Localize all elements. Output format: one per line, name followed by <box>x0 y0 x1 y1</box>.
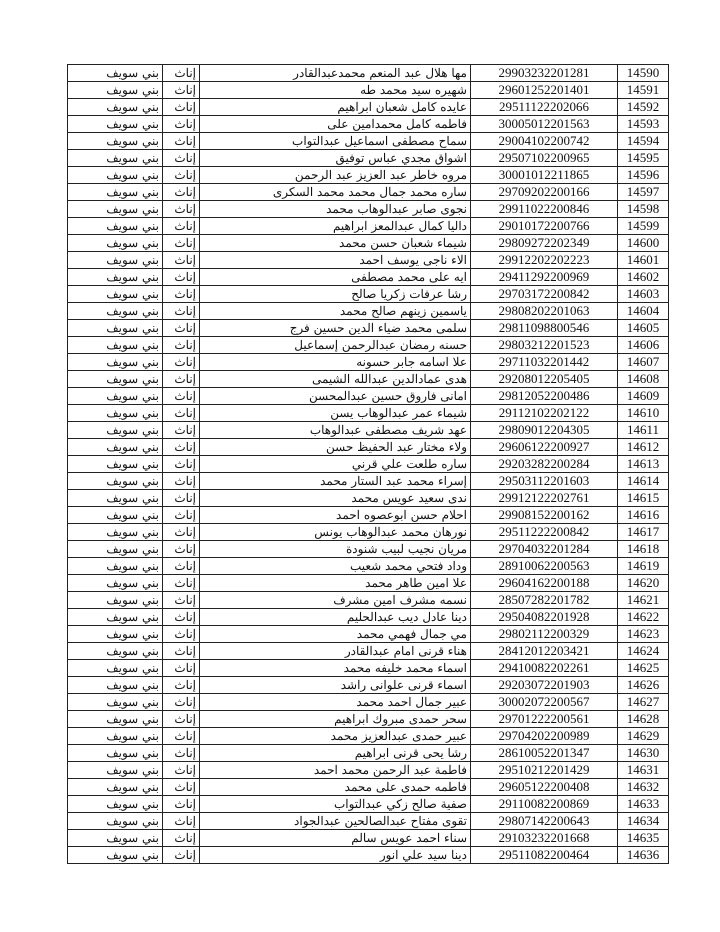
gender-cell: إناث <box>163 371 200 388</box>
national-id-cell: 29604162200188 <box>471 575 618 592</box>
serial-number-cell: 14595 <box>618 150 669 167</box>
governorate-cell: بني سويف <box>68 524 163 541</box>
governorate-cell: بني سويف <box>68 133 163 150</box>
gender-cell: إناث <box>163 201 200 218</box>
name-cell: امانى فاروق حسين عبدالمحسن <box>200 388 471 405</box>
governorate-cell: بني سويف <box>68 354 163 371</box>
governorate-cell: بني سويف <box>68 643 163 660</box>
governorate-cell: بني سويف <box>68 303 163 320</box>
name-cell: رشا يحى قرنى ابراهيم <box>200 745 471 762</box>
name-cell: اسماء محمد خليفه محمد <box>200 660 471 677</box>
serial-number-cell: 14613 <box>618 456 669 473</box>
governorate-cell: بني سويف <box>68 762 163 779</box>
name-cell: تقوى مفتاح عبدالصالحين عبدالجواد <box>200 813 471 830</box>
gender-cell: إناث <box>163 150 200 167</box>
serial-number-cell: 14620 <box>618 575 669 592</box>
governorate-cell: بني سويف <box>68 813 163 830</box>
gender-cell: إناث <box>163 65 200 82</box>
governorate-cell: بني سويف <box>68 439 163 456</box>
governorate-cell: بني سويف <box>68 65 163 82</box>
national-id-cell: 29811098800546 <box>471 320 618 337</box>
table-row <box>68 643 669 660</box>
gender-cell: إناث <box>163 643 200 660</box>
table-row <box>68 507 669 524</box>
name-cell: علا امين طاهر محمد <box>200 575 471 592</box>
serial-number-cell: 14616 <box>618 507 669 524</box>
gender-cell: إناث <box>163 762 200 779</box>
national-id-cell: 29912202202223 <box>471 252 618 269</box>
national-id-cell: 29203282200284 <box>471 456 618 473</box>
name-cell: مي جمال فهمي محمد <box>200 626 471 643</box>
governorate-cell: بني سويف <box>68 388 163 405</box>
serial-number-cell: 14628 <box>618 711 669 728</box>
serial-number-cell: 14592 <box>618 99 669 116</box>
serial-number-cell: 14603 <box>618 286 669 303</box>
name-cell: ايه على محمد مصطفى <box>200 269 471 286</box>
governorate-cell: بني سويف <box>68 592 163 609</box>
gender-cell: إناث <box>163 558 200 575</box>
serial-number-cell: 14591 <box>618 82 669 99</box>
national-id-cell: 29511082200464 <box>471 847 618 864</box>
governorate-cell: بني سويف <box>68 218 163 235</box>
gender-cell: إناث <box>163 303 200 320</box>
gender-cell: إناث <box>163 490 200 507</box>
name-cell: مريان نجيب لبيب شنودة <box>200 541 471 558</box>
national-id-cell: 28610052201347 <box>471 745 618 762</box>
governorate-cell: بني سويف <box>68 116 163 133</box>
name-cell: نسمه مشرف امين مشرف <box>200 592 471 609</box>
national-id-cell: 28507282201782 <box>471 592 618 609</box>
serial-number-cell: 14602 <box>618 269 669 286</box>
table-row <box>68 201 669 218</box>
name-cell: صفية صالح زكي عبدالتواب <box>200 796 471 813</box>
national-id-cell: 29605122200408 <box>471 779 618 796</box>
governorate-cell: بني سويف <box>68 779 163 796</box>
gender-cell: إناث <box>163 660 200 677</box>
serial-number-cell: 14632 <box>618 779 669 796</box>
name-cell: عبير جمال احمد محمد <box>200 694 471 711</box>
national-id-cell: 29701222200561 <box>471 711 618 728</box>
table-row <box>68 490 669 507</box>
governorate-cell: بني سويف <box>68 184 163 201</box>
governorate-cell: بني سويف <box>68 490 163 507</box>
national-id-cell: 29511122202066 <box>471 99 618 116</box>
national-id-cell: 29808202201063 <box>471 303 618 320</box>
national-id-cell: 29110082200869 <box>471 796 618 813</box>
national-id-cell: 29704032201284 <box>471 541 618 558</box>
serial-number-cell: 14611 <box>618 422 669 439</box>
governorate-cell: بني سويف <box>68 456 163 473</box>
gender-cell: إناث <box>163 456 200 473</box>
serial-number-cell: 14625 <box>618 660 669 677</box>
gender-cell: إناث <box>163 524 200 541</box>
table-row <box>68 167 669 184</box>
name-cell: هناء قرنى امام عبدالقادر <box>200 643 471 660</box>
governorate-cell: بني سويف <box>68 252 163 269</box>
national-id-cell: 29004102200742 <box>471 133 618 150</box>
national-id-cell: 28910062200563 <box>471 558 618 575</box>
serial-number-cell: 14598 <box>618 201 669 218</box>
national-id-cell: 30001012211865 <box>471 167 618 184</box>
table-row <box>68 592 669 609</box>
table-row <box>68 456 669 473</box>
serial-number-cell: 14635 <box>618 830 669 847</box>
table-row <box>68 388 669 405</box>
serial-number-cell: 14614 <box>618 473 669 490</box>
serial-number-cell: 14590 <box>618 65 669 82</box>
gender-cell: إناث <box>163 745 200 762</box>
table-row <box>68 762 669 779</box>
national-id-cell: 29510212201429 <box>471 762 618 779</box>
name-cell: نجوى صابر عبدالوهاب محمد <box>200 201 471 218</box>
table-row <box>68 116 669 133</box>
national-id-cell: 29208012205405 <box>471 371 618 388</box>
gender-cell: إناث <box>163 796 200 813</box>
serial-number-cell: 14621 <box>618 592 669 609</box>
national-id-cell: 29503112201603 <box>471 473 618 490</box>
table-row <box>68 745 669 762</box>
national-id-cell: 29911022200846 <box>471 201 618 218</box>
governorate-cell: بني سويف <box>68 541 163 558</box>
gender-cell: إناث <box>163 99 200 116</box>
gender-cell: إناث <box>163 830 200 847</box>
national-id-cell: 29803212201523 <box>471 337 618 354</box>
name-cell: اسماء قرنى علوانى راشد <box>200 677 471 694</box>
gender-cell: إناث <box>163 354 200 371</box>
table-row <box>68 779 669 796</box>
gender-cell: إناث <box>163 286 200 303</box>
table-row <box>68 728 669 745</box>
table-row <box>68 677 669 694</box>
table-row <box>68 337 669 354</box>
serial-number-cell: 14604 <box>618 303 669 320</box>
gender-cell: إناث <box>163 609 200 626</box>
national-id-cell: 29411292200969 <box>471 269 618 286</box>
national-id-cell: 29703172200842 <box>471 286 618 303</box>
gender-cell: إناث <box>163 507 200 524</box>
national-id-cell: 30002072200567 <box>471 694 618 711</box>
name-cell: نورهان محمد عبدالوهاب يونس <box>200 524 471 541</box>
governorate-cell: بني سويف <box>68 371 163 388</box>
name-cell: الاء ناجى يوسف احمد <box>200 252 471 269</box>
table-row <box>68 711 669 728</box>
gender-cell: إناث <box>163 184 200 201</box>
national-id-cell: 29809012204305 <box>471 422 618 439</box>
serial-number-cell: 14627 <box>618 694 669 711</box>
name-cell: علا اسامه جابر حسونه <box>200 354 471 371</box>
table-row <box>68 269 669 286</box>
name-cell: احلام حسن ابوعصوه احمد <box>200 507 471 524</box>
table-row <box>68 235 669 252</box>
national-id-cell: 29010172200766 <box>471 218 618 235</box>
name-cell: فاطمه كامل محمدامين على <box>200 116 471 133</box>
serial-number-cell: 14618 <box>618 541 669 558</box>
governorate-cell: بني سويف <box>68 269 163 286</box>
national-id-cell: 29903232201281 <box>471 65 618 82</box>
governorate-cell: بني سويف <box>68 847 163 864</box>
gender-cell: إناث <box>163 405 200 422</box>
gender-cell: إناث <box>163 218 200 235</box>
table-row <box>68 694 669 711</box>
governorate-cell: بني سويف <box>68 201 163 218</box>
table-row <box>68 609 669 626</box>
name-cell: اشواق مجدي عباس توفيق <box>200 150 471 167</box>
name-cell: شيماء شعبان حسن محمد <box>200 235 471 252</box>
national-id-cell: 29807142200643 <box>471 813 618 830</box>
table-row <box>68 99 669 116</box>
table-row <box>68 405 669 422</box>
governorate-cell: بني سويف <box>68 320 163 337</box>
table-row <box>68 252 669 269</box>
gender-cell: إناث <box>163 252 200 269</box>
governorate-cell: بني سويف <box>68 507 163 524</box>
serial-number-cell: 14597 <box>618 184 669 201</box>
gender-cell: إناث <box>163 320 200 337</box>
gender-cell: إناث <box>163 813 200 830</box>
national-id-cell: 29812052200486 <box>471 388 618 405</box>
serial-number-cell: 14631 <box>618 762 669 779</box>
table-row <box>68 65 669 82</box>
governorate-cell: بني سويف <box>68 473 163 490</box>
name-cell: هدى عمادالدين عبدالله الشيمى <box>200 371 471 388</box>
table-row <box>68 541 669 558</box>
governorate-cell: بني سويف <box>68 337 163 354</box>
governorate-cell: بني سويف <box>68 677 163 694</box>
table-row <box>68 660 669 677</box>
gender-cell: إناث <box>163 626 200 643</box>
table-row <box>68 575 669 592</box>
national-id-cell: 29709202200166 <box>471 184 618 201</box>
national-id-cell: 29504082201928 <box>471 609 618 626</box>
table-row <box>68 813 669 830</box>
gender-cell: إناث <box>163 779 200 796</box>
governorate-cell: بني سويف <box>68 558 163 575</box>
serial-number-cell: 14609 <box>618 388 669 405</box>
serial-number-cell: 14601 <box>618 252 669 269</box>
governorate-cell: بني سويف <box>68 575 163 592</box>
name-cell: ساره طلعت علي قرني <box>200 456 471 473</box>
serial-number-cell: 14624 <box>618 643 669 660</box>
governorate-cell: بني سويف <box>68 150 163 167</box>
serial-number-cell: 14629 <box>618 728 669 745</box>
national-id-cell: 29912122202761 <box>471 490 618 507</box>
national-id-cell: 29711032201442 <box>471 354 618 371</box>
name-cell: دينا عادل ديب عبدالحليم <box>200 609 471 626</box>
serial-number-cell: 14617 <box>618 524 669 541</box>
governorate-cell: بني سويف <box>68 99 163 116</box>
serial-number-cell: 14634 <box>618 813 669 830</box>
name-cell: عايده كامل شعبان ابراهيم <box>200 99 471 116</box>
name-cell: إسراء محمد عبد الستار محمد <box>200 473 471 490</box>
national-id-cell: 29802112200329 <box>471 626 618 643</box>
serial-number-cell: 14612 <box>618 439 669 456</box>
gender-cell: إناث <box>163 541 200 558</box>
name-cell: سحر حمدى مبروك ابراهيم <box>200 711 471 728</box>
governorate-cell: بني سويف <box>68 167 163 184</box>
serial-number-cell: 14600 <box>618 235 669 252</box>
name-cell: شيماء عمر عبدالوهاب يسن <box>200 405 471 422</box>
name-cell: عهد شريف مصطفى عبدالوهاب <box>200 422 471 439</box>
gender-cell: إناث <box>163 422 200 439</box>
name-cell: فاطمه حمدى على محمد <box>200 779 471 796</box>
governorate-cell: بني سويف <box>68 711 163 728</box>
national-id-cell: 29606122200927 <box>471 439 618 456</box>
national-id-cell: 29809272202349 <box>471 235 618 252</box>
national-id-cell: 29601252201401 <box>471 82 618 99</box>
governorate-cell: بني سويف <box>68 235 163 252</box>
name-cell: ولاء مختار عبد الحفيظ حسن <box>200 439 471 456</box>
gender-cell: إناث <box>163 388 200 405</box>
serial-number-cell: 14626 <box>618 677 669 694</box>
table-row <box>68 524 669 541</box>
gender-cell: إناث <box>163 167 200 184</box>
gender-cell: إناث <box>163 337 200 354</box>
gender-cell: إناث <box>163 473 200 490</box>
table-row <box>68 354 669 371</box>
governorate-cell: بني سويف <box>68 405 163 422</box>
name-cell: ياسمين زينهم صالح محمد <box>200 303 471 320</box>
serial-number-cell: 14605 <box>618 320 669 337</box>
governorate-cell: بني سويف <box>68 609 163 626</box>
governorate-cell: بني سويف <box>68 830 163 847</box>
gender-cell: إناث <box>163 116 200 133</box>
governorate-cell: بني سويف <box>68 745 163 762</box>
table-row <box>68 473 669 490</box>
table-row <box>68 422 669 439</box>
national-id-cell: 29103232201668 <box>471 830 618 847</box>
table-row <box>68 371 669 388</box>
name-cell: سلمى محمد ضياء الدين حسين فرج <box>200 320 471 337</box>
table-row <box>68 286 669 303</box>
name-cell: سماح مصطفى اسماعيل عبدالتواب <box>200 133 471 150</box>
gender-cell: إناث <box>163 728 200 745</box>
table-row <box>68 626 669 643</box>
name-cell: ساره محمد جمال محمد محمد السكرى <box>200 184 471 201</box>
national-id-cell: 29410082202261 <box>471 660 618 677</box>
gender-cell: إناث <box>163 269 200 286</box>
serial-number-cell: 14623 <box>618 626 669 643</box>
governorate-cell: بني سويف <box>68 796 163 813</box>
serial-number-cell: 14608 <box>618 371 669 388</box>
gender-cell: إناث <box>163 235 200 252</box>
gender-cell: إناث <box>163 694 200 711</box>
serial-number-cell: 14615 <box>618 490 669 507</box>
name-cell: شهيره سيد محمد طه <box>200 82 471 99</box>
serial-number-cell: 14636 <box>618 847 669 864</box>
national-id-cell: 29112102202122 <box>471 405 618 422</box>
name-cell: ندى سعيد عويس محمد <box>200 490 471 507</box>
serial-number-cell: 14606 <box>618 337 669 354</box>
name-cell: سناء احمد عويس سالم <box>200 830 471 847</box>
name-cell: حسنه رمضان عبدالرحمن إسماعيل <box>200 337 471 354</box>
governorate-cell: بني سويف <box>68 728 163 745</box>
gender-cell: إناث <box>163 592 200 609</box>
serial-number-cell: 14610 <box>618 405 669 422</box>
beneficiaries-table <box>67 64 669 864</box>
gender-cell: إناث <box>163 82 200 99</box>
gender-cell: إناث <box>163 575 200 592</box>
table-row <box>68 558 669 575</box>
national-id-cell: 29511222200842 <box>471 524 618 541</box>
governorate-cell: بني سويف <box>68 286 163 303</box>
gender-cell: إناث <box>163 133 200 150</box>
governorate-cell: بني سويف <box>68 660 163 677</box>
governorate-cell: بني سويف <box>68 422 163 439</box>
table-row <box>68 303 669 320</box>
name-cell: دينا سيد علي انور <box>200 847 471 864</box>
table-row <box>68 184 669 201</box>
table-row <box>68 218 669 235</box>
serial-number-cell: 14633 <box>618 796 669 813</box>
national-id-cell: 28412012203421 <box>471 643 618 660</box>
governorate-cell: بني سويف <box>68 626 163 643</box>
governorate-cell: بني سويف <box>68 694 163 711</box>
national-id-cell: 30005012201563 <box>471 116 618 133</box>
table-row <box>68 320 669 337</box>
name-cell: عبير حمدى عبدالعزيز محمد <box>200 728 471 745</box>
name-cell: فاطمة عبد الرحمن محمد احمد <box>200 762 471 779</box>
name-cell: مروه خاطر عبد العزيز عبد الرحمن <box>200 167 471 184</box>
serial-number-cell: 14599 <box>618 218 669 235</box>
table-body <box>68 65 669 864</box>
national-id-cell: 29507102200965 <box>471 150 618 167</box>
national-id-cell: 29203072201903 <box>471 677 618 694</box>
table-row <box>68 439 669 456</box>
table-row <box>68 847 669 864</box>
governorate-cell: بني سويف <box>68 82 163 99</box>
gender-cell: إناث <box>163 847 200 864</box>
table-row <box>68 82 669 99</box>
serial-number-cell: 14607 <box>618 354 669 371</box>
gender-cell: إناث <box>163 439 200 456</box>
gender-cell: إناث <box>163 711 200 728</box>
gender-cell: إناث <box>163 677 200 694</box>
serial-number-cell: 14630 <box>618 745 669 762</box>
table-row <box>68 830 669 847</box>
serial-number-cell: 14594 <box>618 133 669 150</box>
national-id-cell: 29908152200162 <box>471 507 618 524</box>
name-cell: رشا عرفات زكريا صالح <box>200 286 471 303</box>
table-row <box>68 796 669 813</box>
serial-number-cell: 14593 <box>618 116 669 133</box>
serial-number-cell: 14622 <box>618 609 669 626</box>
table-row <box>68 150 669 167</box>
national-id-cell: 29704202200989 <box>471 728 618 745</box>
name-cell: وداد فتحي محمد شعيب <box>200 558 471 575</box>
name-cell: داليا كمال عبدالمعز ابراهيم <box>200 218 471 235</box>
serial-number-cell: 14596 <box>618 167 669 184</box>
name-cell: مها هلال عبد المنعم محمدعبدالقادر <box>200 65 471 82</box>
table-row <box>68 133 669 150</box>
serial-number-cell: 14619 <box>618 558 669 575</box>
